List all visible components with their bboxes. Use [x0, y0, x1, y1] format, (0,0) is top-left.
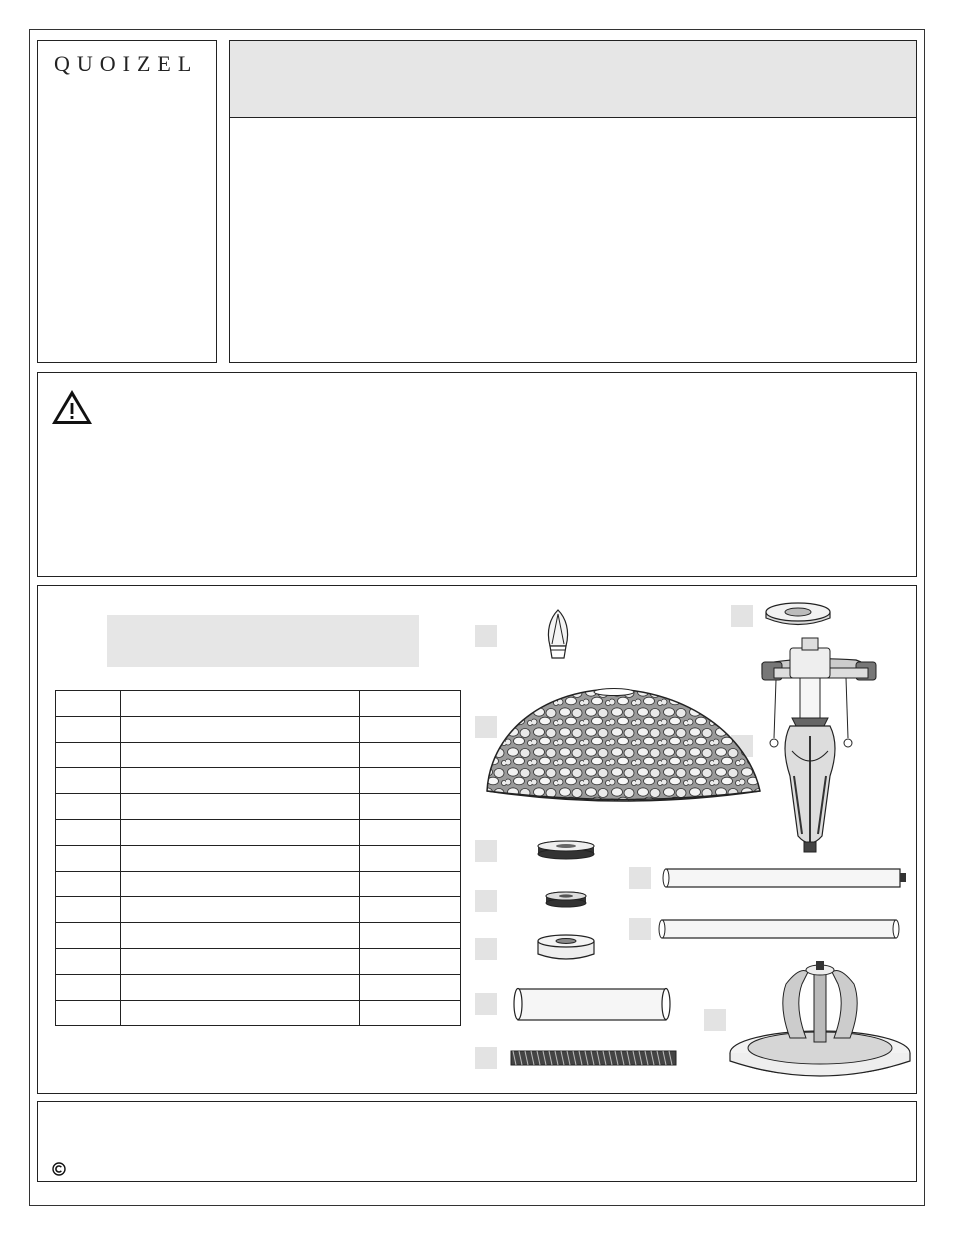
extension-rod-icon: [659, 920, 899, 938]
knurled-nut-small-icon: [546, 892, 586, 907]
finial-icon: [548, 610, 567, 658]
socket-cluster-body-icon: [762, 638, 876, 852]
title-panel: [229, 40, 917, 363]
glass-shade-icon: [487, 689, 760, 802]
extension-rod-icon: [663, 869, 906, 887]
parts-illustrations: [38, 586, 918, 1095]
threaded-pipe-icon: [511, 1051, 676, 1065]
coupling-tube-icon: [514, 989, 670, 1021]
warning-panel: [37, 372, 917, 577]
lamp-base-icon: [730, 961, 910, 1076]
washer-icon: [538, 935, 594, 959]
knurled-nut-large-icon: [538, 841, 594, 859]
logo-panel: [37, 40, 217, 363]
parts-panel: [37, 585, 917, 1094]
footer-panel: [37, 1101, 917, 1182]
title-band: [230, 41, 916, 118]
brand-logo: QUOIZEL: [54, 51, 199, 76]
copyright-icon: [52, 1162, 66, 1176]
check-ring-icon: [766, 603, 830, 625]
warning-triangle-icon: [50, 388, 94, 426]
